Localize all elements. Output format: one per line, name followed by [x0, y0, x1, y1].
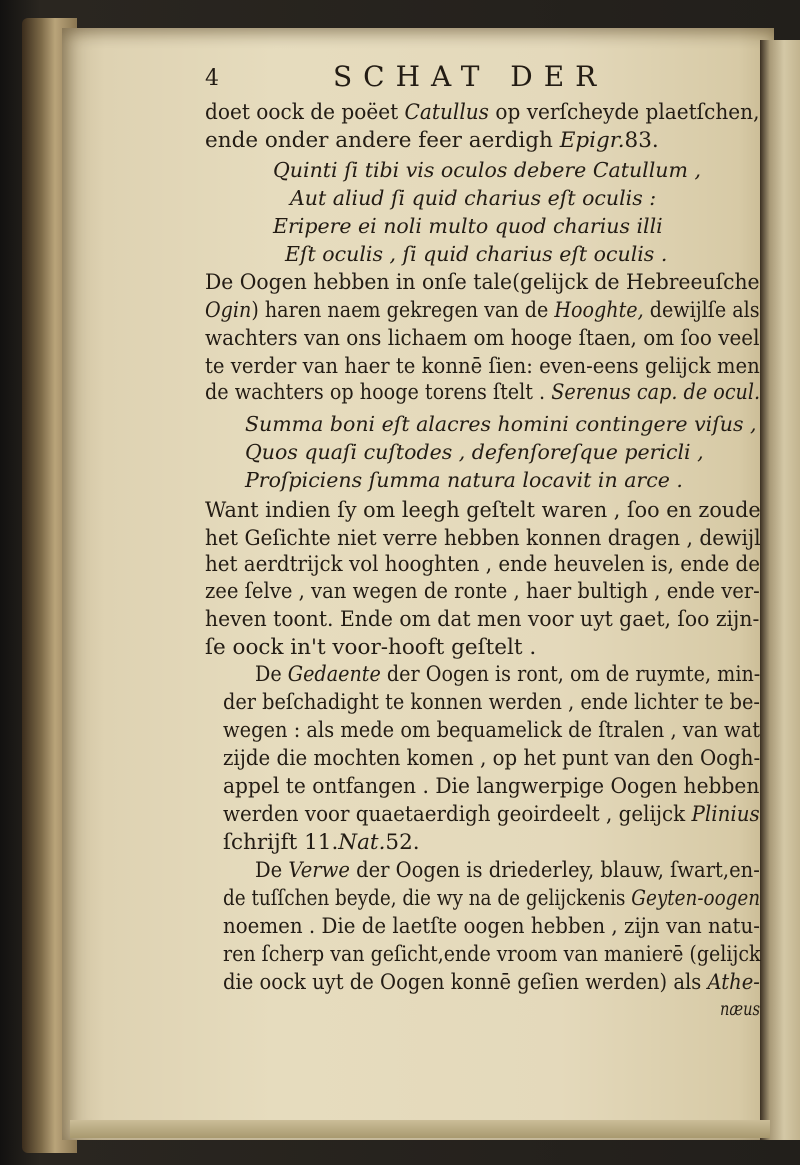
text-line — [205, 128, 659, 153]
italic-term: Plinius — [691, 802, 760, 827]
verse-line: Eſt oculis , ſi quid charius eſt oculis . — [285, 242, 668, 266]
line-text: doet oock de poëet — [205, 100, 405, 125]
line-text: werden voor quaetaerdigh geoirdeelt , gelijck — [223, 802, 692, 827]
verse-line: Quinti ſi tibi vis oculos debere Catullum , — [273, 158, 701, 182]
line-text: zijde die mochten komen , op het punt van den Oogh- — [223, 746, 761, 771]
line-text: wegen : als mede om bequamelick de ſtralen , van wat — [223, 718, 761, 743]
text-line — [205, 326, 760, 351]
italic-term: Epigr. — [559, 128, 625, 153]
text-line — [205, 635, 536, 660]
text-line — [223, 746, 760, 771]
line-text: De — [255, 858, 289, 883]
line-text: noemen . Die de laetſte oogen hebben , zijn van natu- — [223, 914, 760, 939]
line-text: der Oogen is driederley, blauw, ſwart,en- — [349, 858, 760, 883]
text-line — [255, 662, 760, 687]
text-line — [223, 886, 760, 911]
italic-term: Athe- — [707, 970, 760, 995]
catchword: næus — [720, 998, 761, 1020]
text-line — [223, 718, 760, 743]
line-text: het Geſichte niet verre hebben konnen dragen , dewijl — [205, 526, 761, 551]
line-text: de tuſſchen beyde, die wy na de gelijckenis — [223, 886, 632, 911]
text-line — [223, 690, 760, 715]
text-line — [223, 942, 761, 967]
text-line — [205, 552, 760, 577]
line-text: 83. — [624, 128, 659, 153]
text-line — [223, 802, 760, 827]
text-line — [223, 830, 420, 855]
line-text: die oock uyt de Oogen konnē geſien werden) als — [223, 970, 708, 995]
line-text: appel te ontfangen . Die langwerpige Oogen hebben — [223, 774, 760, 799]
text-line — [205, 498, 761, 523]
text-line — [205, 579, 760, 604]
line-text: dewijlſe als — [643, 298, 760, 323]
verse-line: Aut aliud ſi quid charius eſt oculis : — [290, 186, 657, 210]
text-line — [205, 607, 759, 632]
page-number: 4 — [205, 66, 219, 91]
text-line — [223, 914, 760, 939]
line-text: ende onder andere feer aerdigh — [205, 128, 560, 153]
line-text: het aerdtrijck vol hooghten , ende heuvelen is, ende de — [205, 552, 760, 577]
text-line — [255, 858, 760, 883]
line-text: Want indien ſy om leegh geſtelt waren , ſoo en zoude — [205, 498, 761, 523]
italic-term: Catullus — [404, 100, 489, 125]
italic-term: Nat. — [338, 830, 386, 855]
text-line — [205, 380, 760, 405]
text-line — [223, 774, 759, 799]
line-text: ) haren naem gekregen van de — [251, 298, 555, 323]
verse-line: Summa boni eſt alacres homini contingere viſus , — [245, 412, 757, 436]
text-line — [205, 270, 760, 295]
line-text: ſchrijft 11. — [223, 830, 339, 855]
line-text: der Oogen is ront, om de ruymte, min- — [380, 662, 761, 687]
page-header — [205, 58, 765, 94]
line-text: wachters van ons lichaem om hooge ſtaen, om ſoo veel — [205, 326, 760, 351]
line-text: op verſcheyde plaetſchen, — [488, 100, 760, 125]
italic-term: Hooghte, — [554, 298, 644, 323]
text-line — [205, 298, 760, 323]
line-text: zee ſelve , van wegen de ronte , haer bultigh , ende ver- — [205, 579, 760, 604]
line-text: te verder van haer te konnē ſien: even-eens gelijck men — [205, 354, 760, 379]
italic-term: Serenus cap. de ocul. — [551, 380, 761, 405]
text-line — [205, 100, 760, 125]
italic-term: Ogin — [205, 298, 252, 323]
line-text: der beſchadight te konnen werden , ende lichter te be- — [223, 690, 760, 715]
text-line — [205, 354, 760, 379]
line-text: ſe oock in't voor-hooft geſtelt . — [205, 635, 537, 660]
text-line — [205, 526, 761, 551]
text-line — [223, 970, 760, 995]
page-bottom-edge — [70, 1120, 770, 1138]
line-text: heven toont. Ende om dat men voor uyt gaet, ſoo zijn- — [205, 607, 760, 632]
verse-line: Proſpiciens ſumma natura locavit in arce . — [245, 468, 683, 492]
verse-line: Quos quaſi cuſtodes , defenſoreſque pericli , — [245, 440, 704, 464]
line-text: De Oogen hebben in onſe tale(gelijck de Hebreeuſche — [205, 270, 760, 295]
verse-line: Eripere ei noli multo quod charius illi — [273, 214, 663, 238]
running-title: SCHAT DER — [333, 60, 608, 93]
next-page-edge — [760, 40, 800, 1140]
italic-term: Geyten-oogen — [631, 886, 761, 911]
line-text: ren ſcherp van geſicht,ende vroom van manierē (gelijck — [223, 942, 761, 967]
line-text: De — [255, 662, 288, 687]
italic-term: Gedaente — [287, 662, 381, 687]
line-text: 52. — [385, 830, 420, 855]
italic-term: Verwe — [288, 858, 350, 883]
line-text: de wachters op hooge torens ſtelt . — [205, 380, 552, 405]
